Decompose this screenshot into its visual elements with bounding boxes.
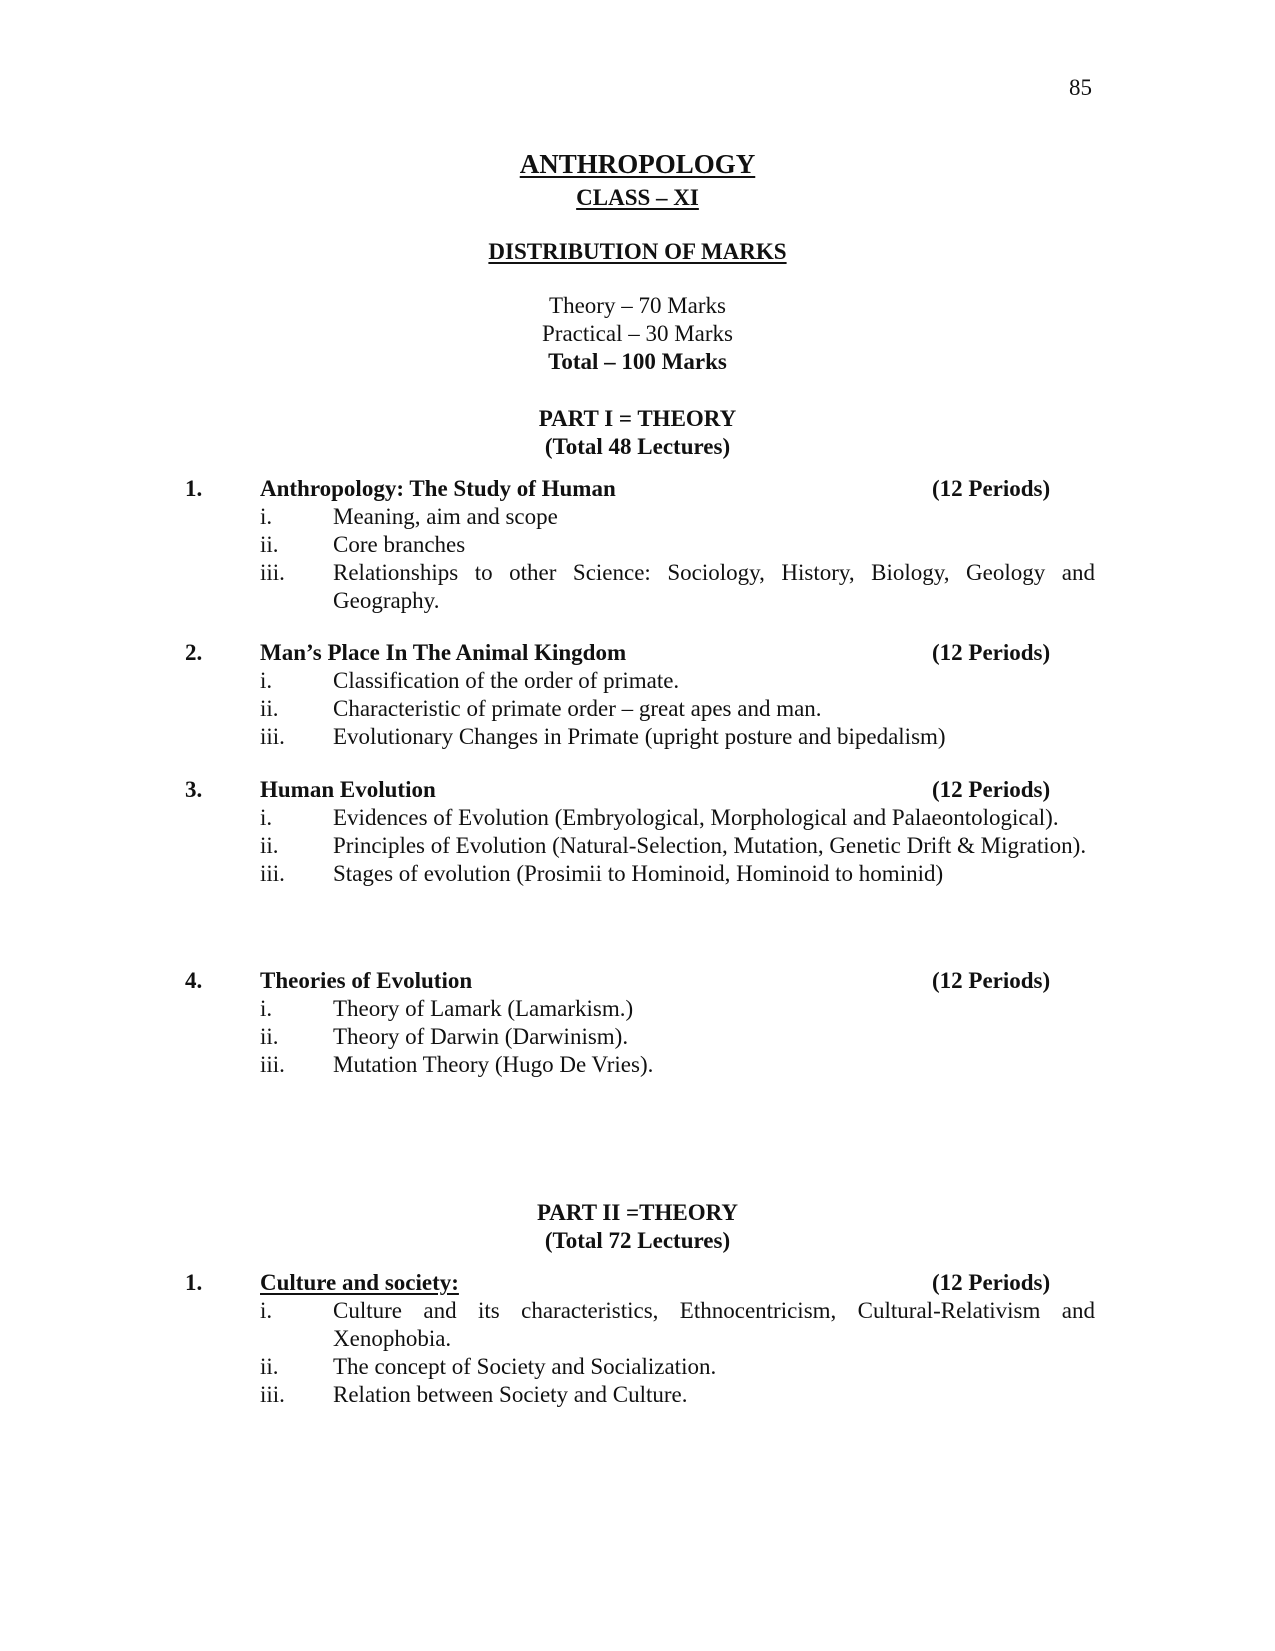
list-item: [185, 995, 1095, 1023]
part2-title: PART II =THEORY: [536, 1200, 739, 1225]
item-number: ii.: [260, 833, 279, 858]
list-item: [185, 832, 1095, 860]
item-text: Characteristic of primate order – great apes and man.: [333, 696, 822, 721]
part1-heading: [0, 405, 1275, 461]
unit-title: Man’s Place In The Animal Kingdom: [260, 640, 627, 665]
unit-periods: (12 Periods): [932, 640, 1051, 665]
item-number: ii.: [260, 1354, 279, 1379]
unit-title: Human Evolution: [260, 777, 436, 802]
item-text: Theory of Darwin (Darwinism).: [333, 1024, 629, 1049]
unit-number: 4.: [185, 968, 203, 993]
unit-heading: [185, 475, 1095, 503]
item-number: iii.: [260, 560, 285, 585]
part1-unit-2: [185, 639, 1095, 751]
unit-heading: [185, 776, 1095, 804]
item-text: Meaning, aim and scope: [333, 504, 558, 529]
item-text: Evidences of Evolution (Embryological, Morphological and Palaeontological).: [333, 805, 1059, 830]
total-marks: Total – 100 Marks: [548, 349, 727, 374]
list-item: [185, 667, 1095, 695]
item-text: Culture and its characteristics, Ethnocentricism, Cultural-Relativism and Xenophobia.: [333, 1298, 1095, 1351]
list-item: [185, 1353, 1095, 1381]
list-item: [185, 1297, 1095, 1353]
item-number: i.: [260, 1298, 273, 1323]
unit-periods: (12 Periods): [932, 777, 1051, 802]
marks-block: [0, 292, 1275, 376]
item-number: iii.: [260, 724, 285, 749]
item-number: i.: [260, 504, 273, 529]
unit-heading: [185, 967, 1095, 995]
item-number: i.: [260, 996, 273, 1021]
item-text: Principles of Evolution (Natural-Selection, Mutation, Genetic Drift & Migration).: [333, 833, 1087, 858]
list-item: [185, 1381, 1095, 1409]
item-text: The concept of Society and Socialization.: [333, 1354, 717, 1379]
item-text: Evolutionary Changes in Primate (upright posture and bipedalism): [333, 724, 946, 749]
item-text: Mutation Theory (Hugo De Vries).: [333, 1052, 654, 1077]
theory-marks: Theory – 70 Marks: [549, 293, 726, 318]
list-item: [185, 860, 1095, 888]
unit-number: 1.: [185, 476, 203, 501]
item-number: iii.: [260, 861, 285, 886]
unit-number: 2.: [185, 640, 203, 665]
item-number: i.: [260, 668, 273, 693]
unit-title: Culture and society:: [260, 1270, 459, 1295]
list-item: [185, 559, 1095, 615]
list-item: [185, 1051, 1095, 1079]
part2-subtitle: (Total 72 Lectures): [544, 1228, 731, 1253]
list-item: [185, 695, 1095, 723]
distribution-title: DISTRIBUTION OF MARKS: [488, 239, 787, 264]
part1-subtitle: (Total 48 Lectures): [544, 434, 731, 459]
unit-heading: [185, 639, 1095, 667]
page-number: 85: [1069, 75, 1092, 100]
list-item: [185, 1023, 1095, 1051]
unit-heading: [185, 1269, 1095, 1297]
practical-marks: Practical – 30 Marks: [542, 321, 733, 346]
item-text: Relationships to other Science: Sociology, History, Biology, Geology and Geography.: [333, 560, 1095, 613]
unit-periods: (12 Periods): [932, 1270, 1051, 1295]
item-text: Core branches: [333, 532, 466, 557]
item-text: Stages of evolution (Prosimii to Hominoid, Hominoid to hominid): [333, 861, 944, 886]
item-number: ii.: [260, 1024, 279, 1049]
unit-periods: (12 Periods): [932, 476, 1051, 501]
subject-title: ANTHROPOLOGY: [519, 149, 756, 179]
part1-unit-1: [185, 475, 1095, 615]
unit-number: 1.: [185, 1270, 203, 1295]
item-text: Relation between Society and Culture.: [333, 1382, 688, 1407]
unit-number: 3.: [185, 777, 203, 802]
item-number: iii.: [260, 1052, 285, 1077]
list-item: [185, 804, 1095, 832]
item-number: iii.: [260, 1382, 285, 1407]
item-number: ii.: [260, 696, 279, 721]
item-text: Theory of Lamark (Lamarkism.): [333, 996, 634, 1021]
class-title: CLASS – XI: [576, 185, 699, 210]
item-text: Classification of the order of primate.: [333, 668, 680, 693]
part1-unit-4: [185, 967, 1095, 1079]
unit-periods: (12 Periods): [932, 968, 1051, 993]
list-item: [185, 531, 1095, 559]
part1-unit-3: [185, 776, 1095, 888]
unit-title: Theories of Evolution: [260, 968, 473, 993]
item-number: ii.: [260, 532, 279, 557]
part2-heading: [0, 1199, 1275, 1255]
part1-title: PART I = THEORY: [538, 406, 737, 431]
unit-title: Anthropology: The Study of Human: [260, 476, 616, 501]
list-item: [185, 503, 1095, 531]
part2-unit-1: [185, 1269, 1095, 1409]
list-item: [185, 723, 1095, 751]
item-number: i.: [260, 805, 273, 830]
